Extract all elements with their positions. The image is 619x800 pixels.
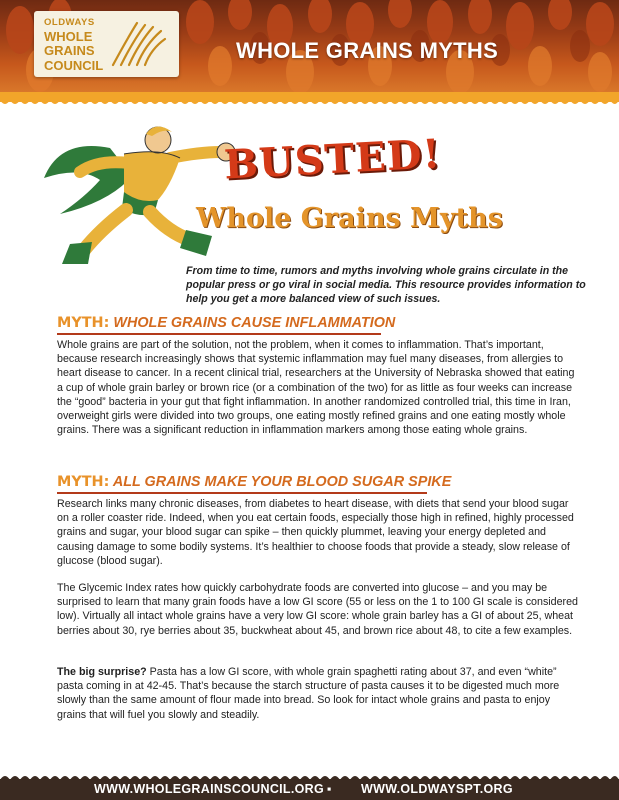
wheat-icon [107,19,169,69]
header-title: WHOLE GRAINS MYTHS [236,38,499,63]
hero-title: Whole Grains Myths [196,203,503,234]
paragraph-blood-sugar-1: Research links many chronic diseases, from diabetes to heart disease, with diets that send your blood sugar on a roller coaster ride. Indeed, when you eat certain foods, especially those high in refined, highly processed grains and sugar, your blood sugar can spike – then quickly plummet, leaving your energy depleted and causing damage to some bodily systems. It’s healthier to choose foods that provide a steady, slow release of glucose (blood sugar). [57,498,574,567]
scalloped-edge [0,100,619,108]
myth-heading-text: WHOLE GRAINS CAUSE INFLAMMATION [113,315,396,331]
myth-heading-blood-sugar [57,474,451,490]
logo-line-4: COUNCIL [44,58,104,73]
logo-line-3: GRAINS [44,43,95,58]
header-banner [0,0,619,92]
busted-title: BUSTED! [222,130,443,189]
heading-underline [57,492,427,494]
superhero-illustration [40,118,240,268]
footer-bar [0,779,619,800]
intro-paragraph: From time to time, rumors and myths involving whole grains circulate in the popular press or go viral in social media. This resource provides information to help you get a more balanced view of such issues. [186,265,586,305]
footer-link-oldwayspt[interactable]: WWW.OLDWAYSPT.ORG [361,782,513,796]
footer-separator: ▪ [327,782,332,796]
paragraph-glycemic-index: The Glycemic Index rates how quickly carbohydrate foods are converted into glucose – and you may be surprised to learn that many grain foods have a low GI score (55 or less on the 1 to 100 GI scale is considered low). Virtually all intact whole grains have a very low GI score: whole grain barley has a GI of about 25, wheat berries about 30, rye berries about 35, buckwheat about 45, and brown rice about 48, to cite a few examples. [57,582,578,637]
myth-tag: MYTH: [57,474,110,490]
myth-tag: MYTH: [57,315,110,331]
logo-line-1: OLDWAYS [44,17,95,28]
footer-link-wholegrainscouncil[interactable]: WWW.WHOLEGRAINSCOUNCIL.ORG [94,782,324,796]
paragraph-big-surprise [57,665,581,722]
myth-heading-text: ALL GRAINS MAKE YOUR BLOOD SUGAR SPIKE [112,474,452,490]
oldways-logo [34,11,179,77]
paragraph-inflammation: Whole grains are part of the solution, not the problem, when it comes to inflammation. That’s important, because research increasingly shows that systemic inflammation may fuel many diseases, from allergies to heart disease to cancer. In a recent clinical trial, researchers at the University of Nebraska showed that eating a cup of whole grain barley or brown rice (or a combination of the two) for as little as four weeks can increase the “good” bacteria in your gut that fight inflammation. In another randomized controlled trial, this time in Iran, overweight girls were divided into two groups, one eating mostly refined grains and one eating mostly whole grains. There was a significant reduction in inflammation markers among those eating whole grains. [57,339,575,437]
heading-underline [57,333,381,335]
surprise-lead: The big surprise? [57,666,147,678]
myth-heading-inflammation [57,315,395,331]
surprise-text: Pasta has a low GI score, with whole grain spaghetti rating about 37, and even “white” pasta coming in at 42-45. That’s because the starch structure of pasta causes it to be digested much more slowly than the same amount of flour made into bread. So look for intact whole grains and pasta to enjoy grains that will fuel you slowly and steadily. [57,666,560,721]
logo-line-2: WHOLE [44,29,93,44]
